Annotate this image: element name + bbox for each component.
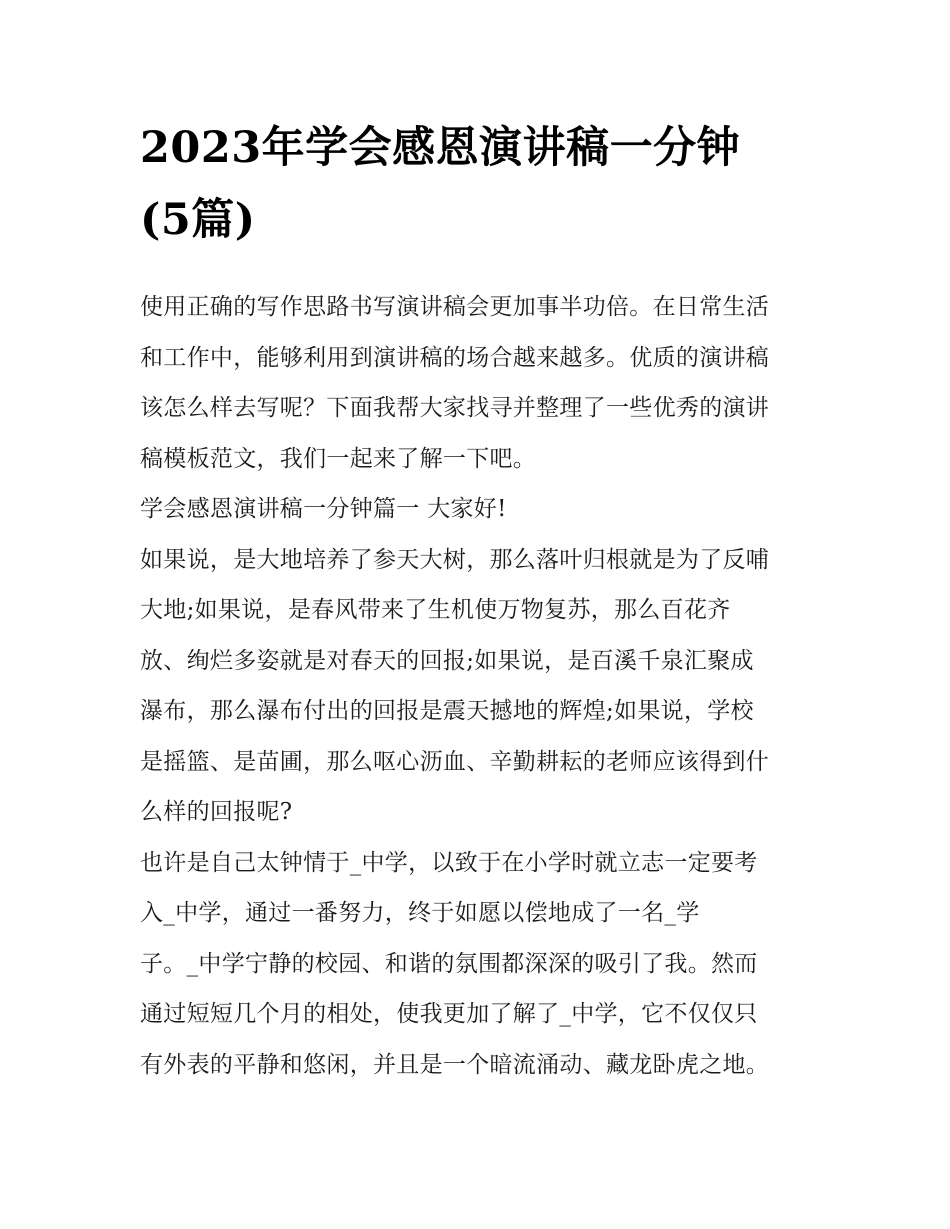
body-line: 通过短短几个月的相处，使我更加了解了_中学，它不仅仅只 bbox=[140, 1001, 758, 1027]
document-title bbox=[140, 112, 830, 256]
section-heading-line: 学会感恩演讲稿一分钟篇一 大家好! bbox=[140, 496, 507, 522]
document-body bbox=[140, 282, 840, 1090]
body-line: 子。_中学宁静的校园、和谐的氛围都深深的吸引了我。然而 bbox=[140, 950, 758, 977]
body-line: 入_中学，通过一番努力，终于如愿以偿地成了一名_学 bbox=[140, 900, 700, 926]
body-line: 稿模板范文，我们一起来了解一下吧。 bbox=[140, 445, 537, 472]
title-line-2: (5篇) bbox=[140, 195, 256, 245]
body-line: 放、绚烂多姿就是对春天的回报;如果说，是百溪千泉汇聚成 bbox=[140, 647, 754, 674]
body-line: 也许是自己太钟情于_中学，以致于在小学时就立志一定要考 bbox=[140, 849, 758, 876]
body-line: 和工作中，能够利用到演讲稿的场合越来越多。优质的演讲稿 bbox=[140, 344, 770, 371]
body-line: 瀑布，那么瀑布付出的回报是震天撼地的辉煌;如果说，学校 bbox=[140, 698, 754, 724]
title-line-1: 2023年学会感恩演讲稿一分钟 bbox=[140, 123, 741, 173]
body-line: 使用正确的写作思路书写演讲稿会更加事半功倍。在日常生活 bbox=[140, 294, 770, 320]
body-line: 如果说，是大地培养了参天大树，那么落叶归根就是为了反哺 bbox=[140, 546, 770, 573]
body-line: 大地;如果说，是春风带来了生机使万物复苏，那么百花齐 bbox=[140, 597, 731, 623]
body-line: 该怎么样去写呢？下面我帮大家找寻并整理了一些优秀的演讲 bbox=[140, 395, 770, 421]
body-line: 是摇篮、是苗圃，那么呕心沥血、辛勤耕耘的老师应该得到什 bbox=[140, 748, 770, 775]
body-line: 么样的回报呢? bbox=[140, 799, 293, 825]
body-line: 有外表的平静和悠闲，并且是一个暗流涌动、藏龙卧虎之地。 bbox=[140, 1051, 770, 1078]
